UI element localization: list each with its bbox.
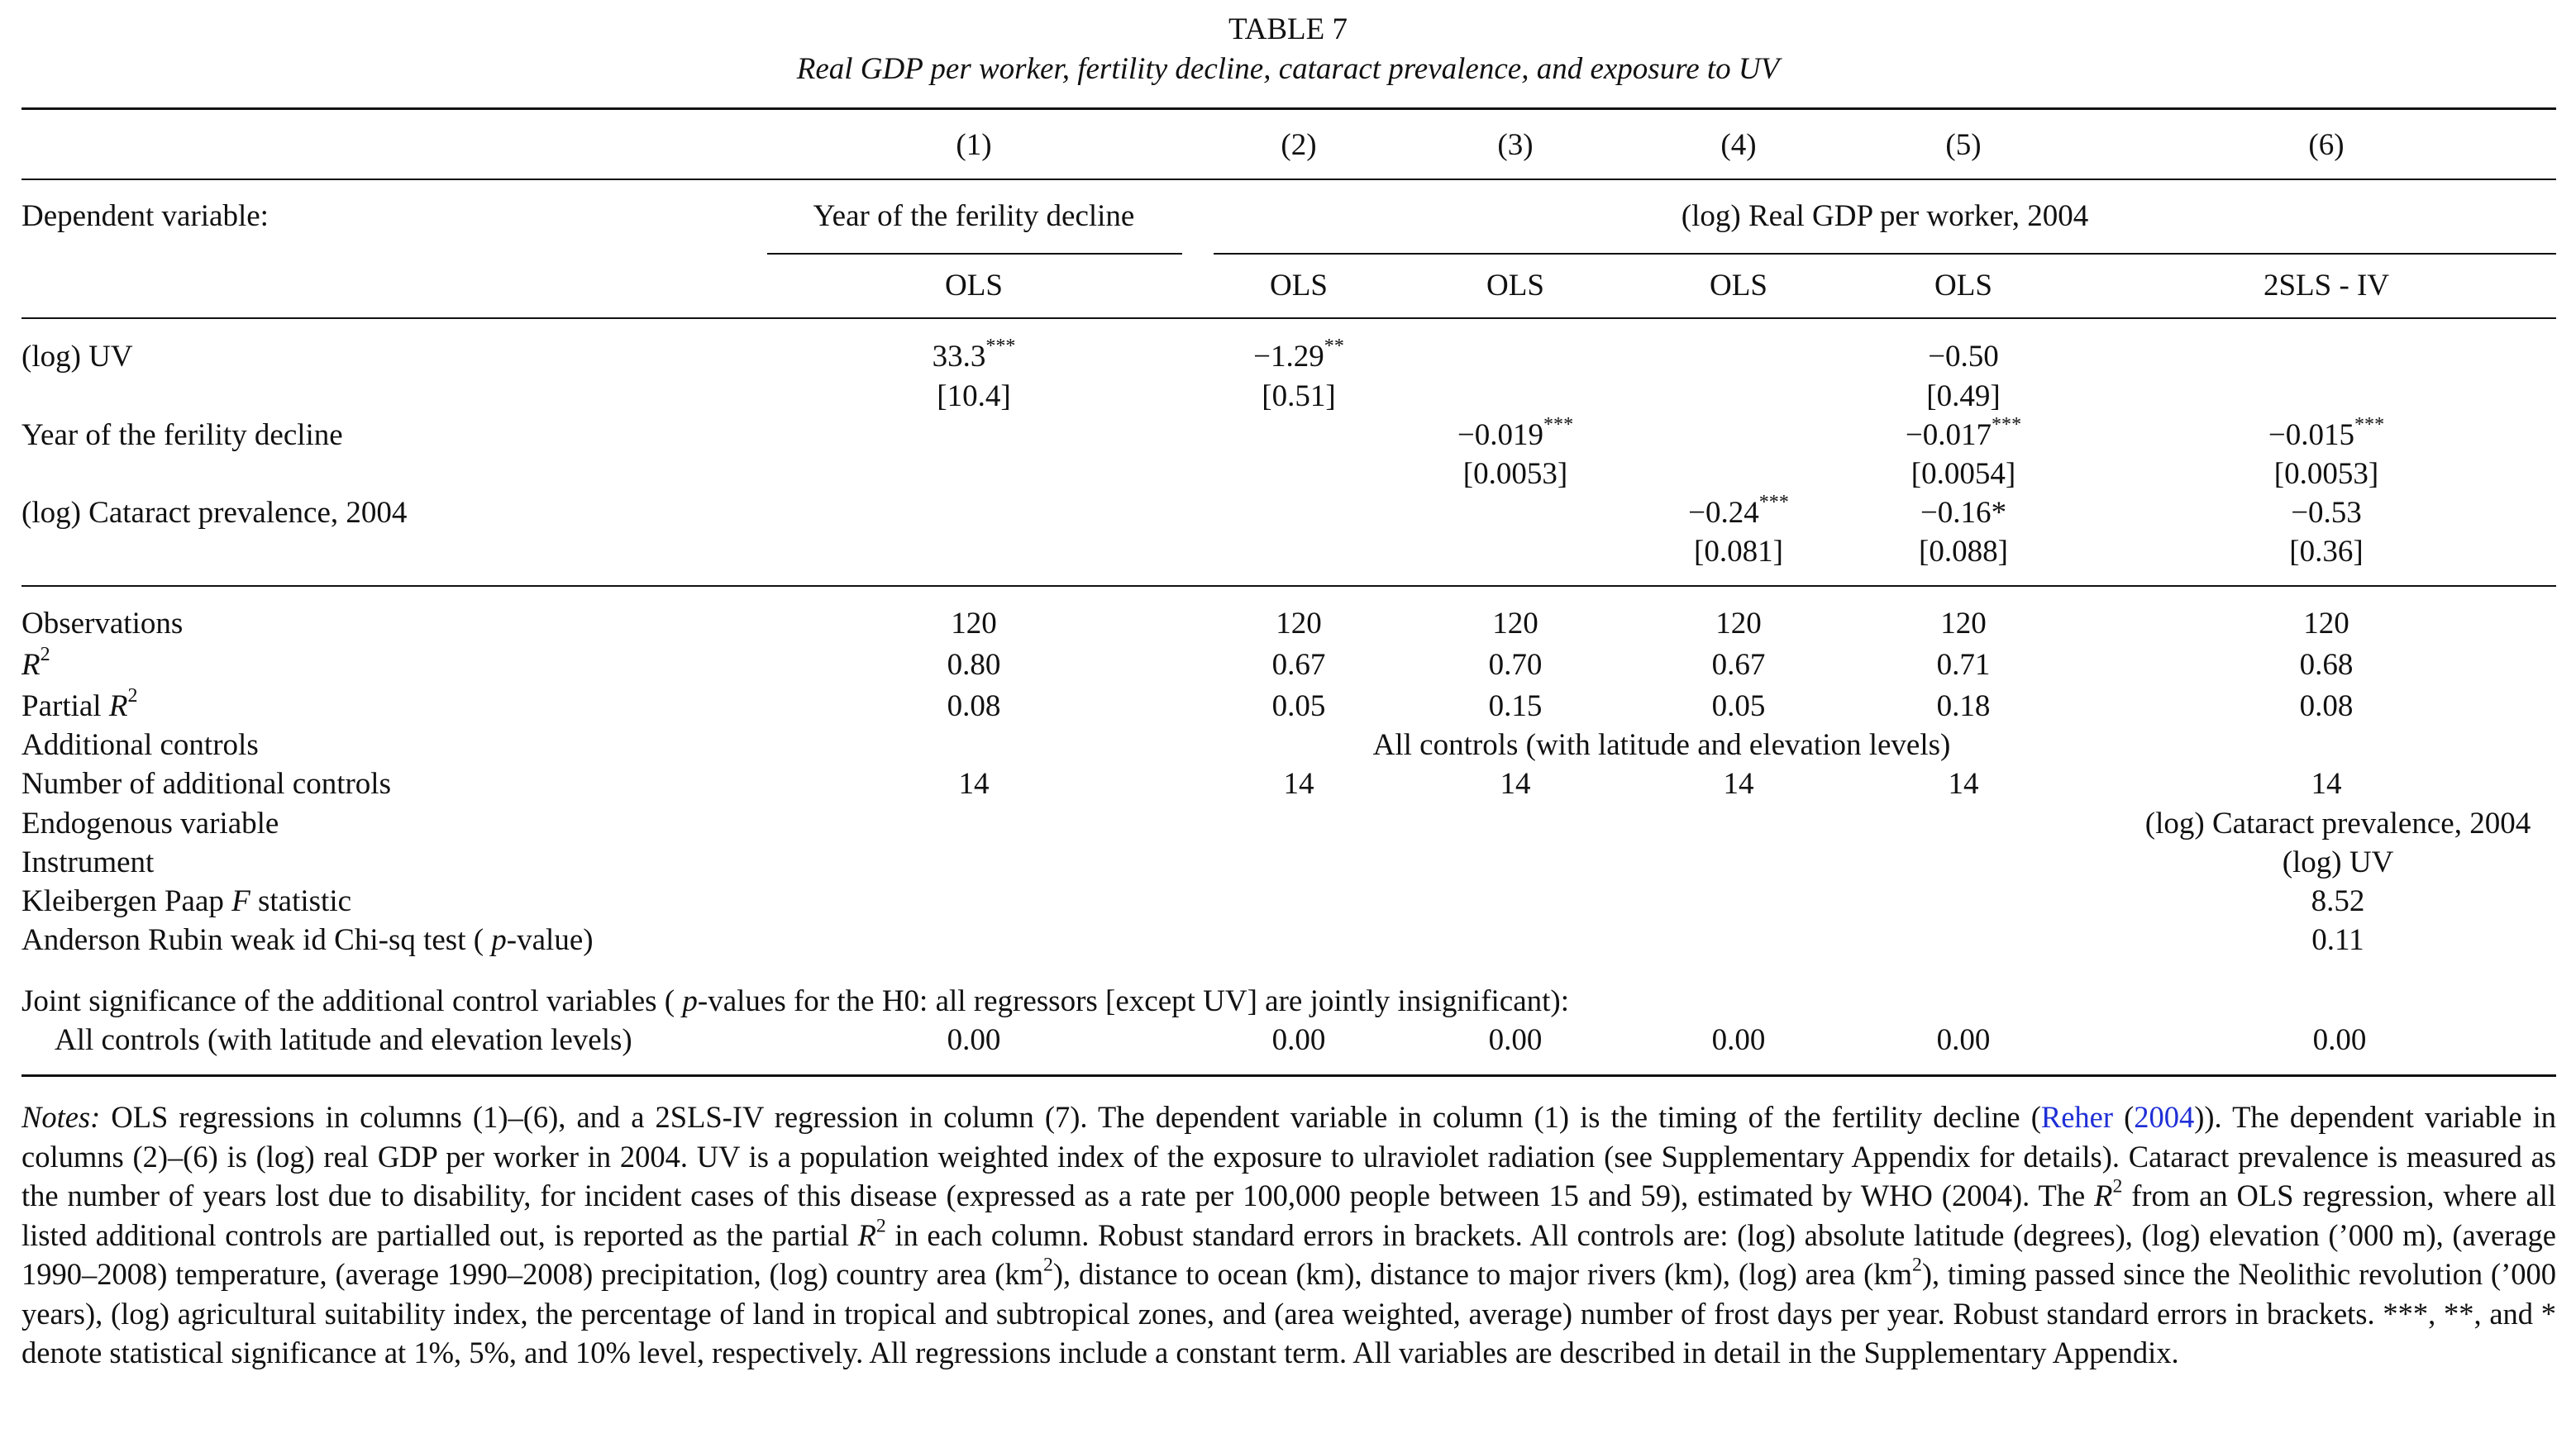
stat-value: 14 xyxy=(1723,767,1754,801)
joint-text: -values for the H0: all regressors [except UV] are jointly insignificant): xyxy=(697,984,1570,1018)
notes-text: )). xyxy=(2194,1100,2222,1134)
r2-superscript: 2 xyxy=(40,644,50,666)
r2-superscript: 2 xyxy=(2112,1175,2123,1198)
coef-cell xyxy=(932,336,1016,375)
notes-text: ), timing passed since the Neolithic revolution (’000 years), (log) agricultural suitability index, the percentage of land in tropical and subtropical zones, and (area weighted, average) number of frost days per year. Robust standard errors in brackets. ***, **, and * denote statistical significance at 1%, 5%, and 10% level, respectively. All regressions include a constant term. All variables are described in detail in the Supplementary Appendix. xyxy=(21,1257,2556,1369)
stat-value: 0.08 xyxy=(947,689,1001,723)
coef-value: −0.53 xyxy=(2291,496,2362,530)
p-symbol: p xyxy=(682,984,698,1018)
stars: ** xyxy=(1324,336,1344,358)
joint-text: Joint significance of the additional control variables ( xyxy=(21,984,683,1018)
joint-value: 0.00 xyxy=(1488,1023,1543,1057)
se-cell: [10.4] xyxy=(937,379,1011,413)
stat-label-instrument: Instrument xyxy=(21,845,155,879)
joint-value: 0.00 xyxy=(2312,1023,2367,1057)
stat-label-observations: Observations xyxy=(21,607,184,641)
notes-text: ), distance to ocean (km), distance to major rivers (km), (log) area (km xyxy=(1052,1257,1912,1291)
joint-value: 0.00 xyxy=(1711,1023,1766,1057)
coef-value: −0.015 xyxy=(2268,418,2355,452)
stars: * xyxy=(1991,496,2007,530)
stat-label-partial-r2 xyxy=(21,685,138,725)
coef-cell xyxy=(1905,414,2022,454)
coef-value: −0.16 xyxy=(1920,496,1992,530)
header-rule xyxy=(21,179,2556,180)
se-cell: [0.36] xyxy=(2289,535,2364,569)
citation-link-2004[interactable]: 2004 xyxy=(2134,1100,2195,1134)
stat-value: 14 xyxy=(1500,767,1531,801)
joint-significance-heading xyxy=(21,983,1569,1020)
f-symbol: F xyxy=(231,884,250,918)
r2-symbol: R xyxy=(21,648,41,682)
row-label-cataract-prevalence: (log) Cataract prevalence, 2004 xyxy=(21,496,408,530)
notes-text: OLS regressions in columns (1)–(6), and a 2SLS-IV regression in column (7). The dependent variable in column (1) is the timing of the fertility decline ( xyxy=(100,1100,2041,1134)
col-number-6: (6) xyxy=(2308,128,2345,162)
se-cell: [0.081] xyxy=(1694,535,1783,569)
stat-value: 0.68 xyxy=(2299,648,2354,682)
coef-cell xyxy=(1457,414,1574,454)
km2-superscript: 2 xyxy=(1911,1254,1922,1276)
methods-rule xyxy=(21,317,2556,319)
se-cell: [0.0053] xyxy=(2273,457,2379,491)
stat-value: 0.05 xyxy=(1711,689,1766,723)
r-symbol: R xyxy=(857,1217,876,1252)
col-number-1: (1) xyxy=(956,128,992,162)
coef-cell xyxy=(2291,495,2362,531)
method-col5: OLS xyxy=(1934,269,1992,302)
coef-value: −1.29 xyxy=(1253,340,1324,374)
anderson-rubin-value: 0.11 xyxy=(2311,923,2364,957)
cmidrule-cols2-6 xyxy=(1214,253,2556,255)
stat-value: 0.08 xyxy=(2299,689,2354,723)
stat-value: 120 xyxy=(1276,607,1322,641)
method-col1: OLS xyxy=(945,269,1003,302)
stat-label-r2 xyxy=(21,644,50,683)
r2-symbol: R xyxy=(108,689,128,723)
method-col3: OLS xyxy=(1486,269,1544,302)
notes-text: in each column. Robust standard errors in brackets. All controls are: (log) absolute latitude (degrees), (log) elevation (’000 m), (average 1990–2008) temperature, (average 1990–2008) precipitation, (log) country area (km xyxy=(21,1217,2556,1291)
coef-value: −0.50 xyxy=(1928,340,1999,374)
row-label-year-fertility-decline: Year of the ferility decline xyxy=(21,418,343,452)
col-number-3: (3) xyxy=(1497,128,1534,162)
stars: *** xyxy=(1758,492,1789,514)
r2-superscript: 2 xyxy=(127,685,138,707)
dep-var-label: Dependent variable: xyxy=(21,199,269,233)
notes-text: from an OLS regression, where all listed additional controls are partialled out, is reported as the partial xyxy=(21,1179,2556,1252)
dep-var-cols2-6: (log) Real GDP per worker, 2004 xyxy=(1681,199,2089,233)
r-symbol: R xyxy=(2094,1179,2113,1212)
notes-text: The dependent variable in columns (2)–(6) is (log) real GDP per worker in 2004. UV is a population weighted index of the exposure to ulraviolet radiation (see Supplementary Appendix for details). Cataract prevalence is measured as the number of years lost due to disability, for incident cases of this disease (expressed as a rate per 100,000 people between 15 and 59), estimated by WHO (2004). The xyxy=(21,1100,2556,1212)
stat-value: 120 xyxy=(1492,607,1538,641)
ar-text: -value) xyxy=(506,923,594,957)
stat-value: 0.71 xyxy=(1936,648,1991,682)
kp-text: Kleibergen Paap xyxy=(21,884,232,918)
bottom-rule xyxy=(21,1074,2556,1077)
stat-value: 14 xyxy=(958,767,990,801)
stat-value: 14 xyxy=(1948,767,1979,801)
stat-value: 120 xyxy=(1715,607,1762,641)
stat-value: 14 xyxy=(1283,767,1314,801)
col-number-4: (4) xyxy=(1720,128,1757,162)
joint-value: 0.00 xyxy=(1271,1023,1326,1057)
table-title: TABLE 7 xyxy=(1228,12,1348,46)
stat-value: 0.05 xyxy=(1271,689,1326,723)
coef-cell xyxy=(1928,339,1999,375)
top-rule xyxy=(21,107,2556,110)
stat-value: 120 xyxy=(1940,607,1987,641)
joint-value: 0.00 xyxy=(947,1023,1001,1057)
endogenous-value: (log) Cataract prevalence, 2004 xyxy=(2144,807,2531,841)
col-number-2: (2) xyxy=(1281,128,1317,162)
joint-value: 0.00 xyxy=(1936,1023,1991,1057)
se-cell: [0.51] xyxy=(1262,379,1336,413)
cmidrule-col1 xyxy=(767,253,1182,255)
stat-value: 14 xyxy=(2311,767,2342,801)
stars: *** xyxy=(985,336,1016,358)
stat-value: 0.15 xyxy=(1488,689,1543,723)
ar-text: Anderson Rubin weak id Chi-sq test ( xyxy=(21,923,492,957)
stars: *** xyxy=(1543,414,1574,436)
km2-superscript: 2 xyxy=(1043,1254,1053,1276)
se-cell: [0.0054] xyxy=(1911,457,2016,491)
se-cell: [0.0053] xyxy=(1462,457,1568,491)
row-label-log-uv: (log) UV xyxy=(21,340,133,374)
method-col4: OLS xyxy=(1710,269,1767,302)
stat-label-num-controls: Number of additional controls xyxy=(21,767,391,801)
joint-row-label: All controls (with latitude and elevation levels) xyxy=(55,1023,632,1057)
method-col2: OLS xyxy=(1270,269,1328,302)
dep-var-col1: Year of the ferility decline xyxy=(813,199,1135,233)
notes-text: ( xyxy=(2113,1100,2135,1134)
coef-cell xyxy=(1253,336,1344,375)
stat-label-additional-controls: Additional controls xyxy=(21,728,259,762)
notes-lead: Notes: xyxy=(21,1100,101,1134)
stat-label-kp-f xyxy=(21,883,351,920)
coef-value: −0.019 xyxy=(1457,418,1544,452)
coef-value: 33.3 xyxy=(932,340,986,374)
stat-value: 0.18 xyxy=(1936,689,1991,723)
stat-label-anderson-rubin xyxy=(21,922,594,959)
se-cell: [0.088] xyxy=(1919,535,2008,569)
citation-link-reher[interactable]: Reher xyxy=(2040,1100,2114,1134)
col-number-5: (5) xyxy=(1945,128,1982,162)
stars: *** xyxy=(1992,414,2022,436)
se-cell: [0.49] xyxy=(1926,379,2001,413)
coef-value: −0.24 xyxy=(1688,496,1759,530)
stat-value: 0.67 xyxy=(1271,648,1326,682)
coef-cell xyxy=(1920,495,2006,531)
method-col6: 2SLS - IV xyxy=(2263,269,2390,302)
coef-rule xyxy=(21,585,2556,587)
kp-text: statistic xyxy=(250,884,352,918)
table-notes xyxy=(21,1098,2556,1373)
instrument-value: (log) UV xyxy=(2282,845,2394,879)
r2-superscript: 2 xyxy=(875,1214,886,1236)
stat-value: 120 xyxy=(2303,607,2349,641)
coef-value: −0.017 xyxy=(1905,418,1992,452)
table-subtitle: Real GDP per worker, fertility decline, cataract prevalence, and exposure to UV xyxy=(796,52,1780,86)
stat-value: 120 xyxy=(951,607,997,641)
coef-cell xyxy=(1688,492,1789,531)
kp-f-value: 8.52 xyxy=(2311,884,2365,918)
stat-value: 0.67 xyxy=(1711,648,1766,682)
stat-value: 0.80 xyxy=(947,648,1001,682)
partial-text: Partial xyxy=(21,689,109,723)
stat-value: 0.70 xyxy=(1488,648,1543,682)
stat-label-endogenous: Endogenous variable xyxy=(21,807,279,841)
additional-controls-value: All controls (with latitude and elevation levels) xyxy=(1372,728,1951,762)
coef-cell xyxy=(2268,414,2385,454)
stars: *** xyxy=(2354,414,2385,436)
p-symbol: p xyxy=(491,923,507,957)
